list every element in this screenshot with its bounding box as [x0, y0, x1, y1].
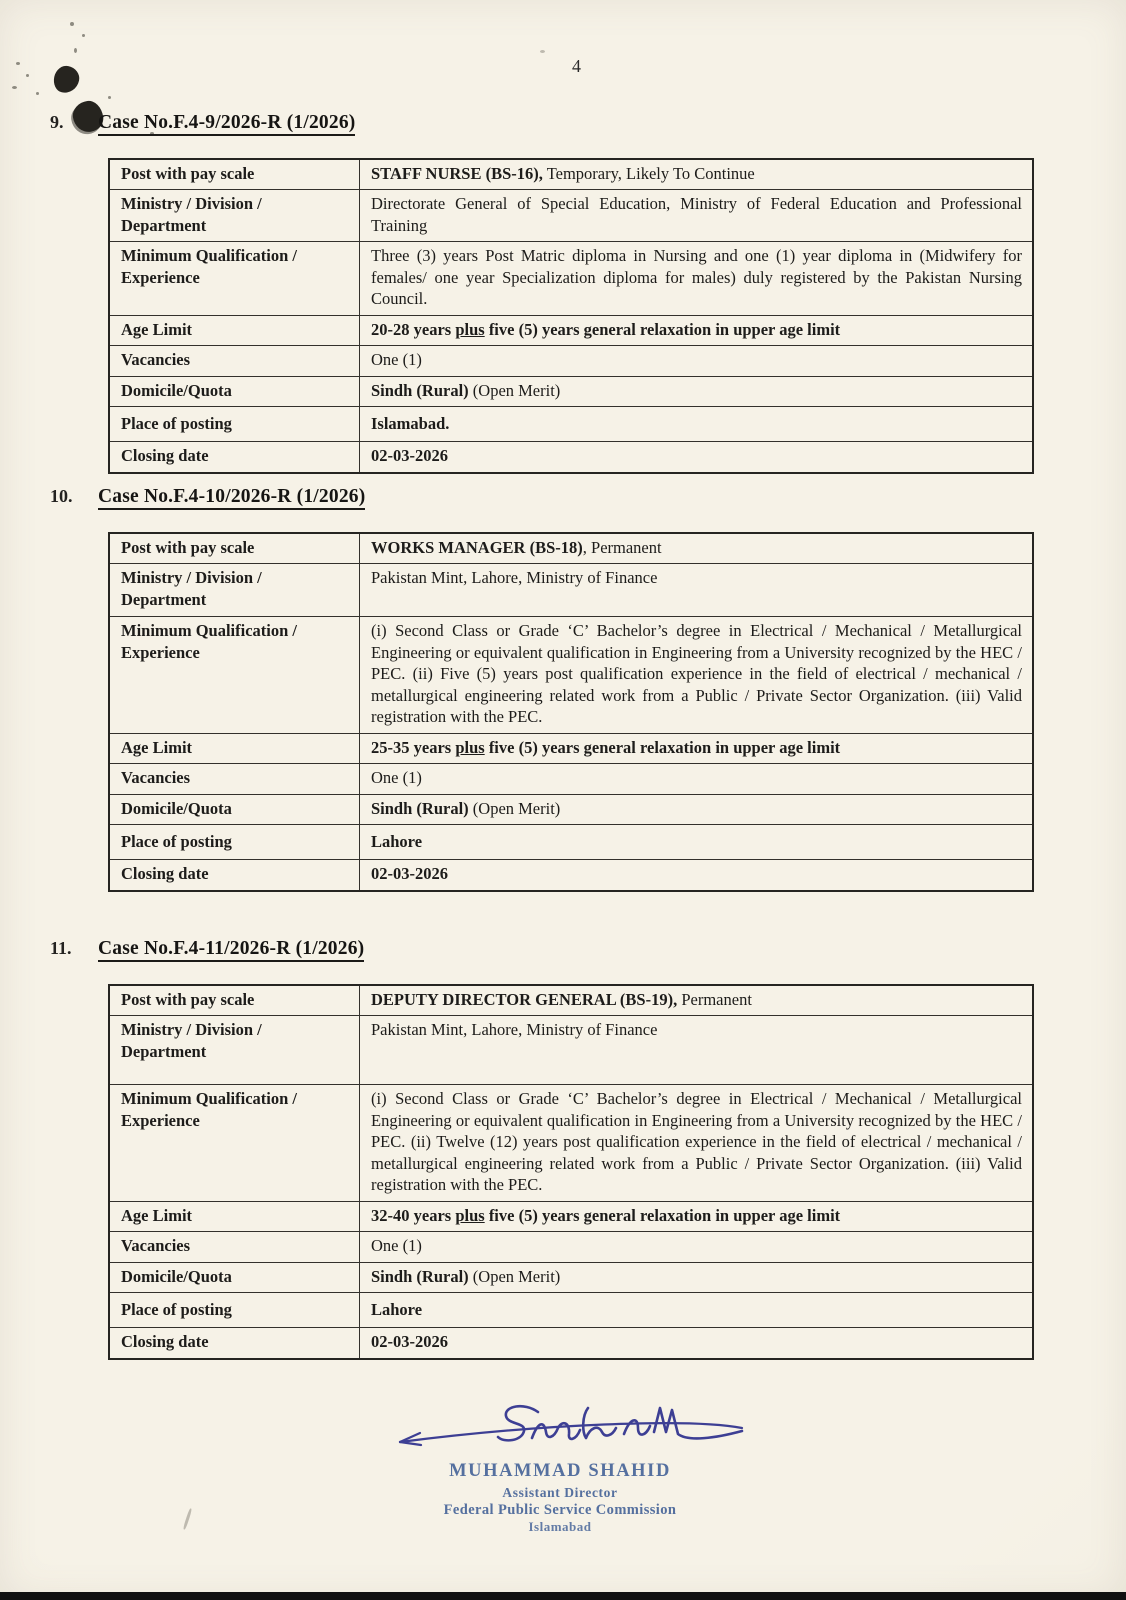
table-row — [109, 242, 1033, 315]
row-value — [360, 1232, 1034, 1262]
ink-speck — [26, 74, 29, 77]
row-label: Closing date — [109, 860, 360, 891]
row-value — [360, 564, 1034, 617]
row-label: Vacancies — [109, 346, 360, 376]
scan-edge-strip — [0, 1592, 1126, 1600]
row-label: Place of posting — [109, 406, 360, 441]
row-value — [360, 533, 1034, 564]
table-row — [109, 1232, 1033, 1262]
text-segment: Temporary, Likely To Continue — [542, 164, 755, 183]
row-label: Minimum Qualification / Experience — [109, 242, 360, 315]
signatory-city: Islamabad — [528, 1519, 592, 1535]
table-row — [109, 733, 1033, 763]
text-segment: plus — [455, 319, 485, 339]
table-row — [109, 1262, 1033, 1292]
row-label: Closing date — [109, 442, 360, 473]
row-value — [360, 985, 1034, 1016]
text-segment: Islamabad. — [371, 413, 450, 433]
text-segment: five (5) years general relaxation in upper age limit — [484, 737, 841, 757]
row-value — [360, 1292, 1034, 1327]
row-value — [360, 442, 1034, 473]
row-value — [360, 315, 1034, 345]
case-title: Case No.F.4-10/2026-R (1/2026) — [98, 486, 365, 510]
row-value — [360, 1262, 1034, 1292]
signatory-title: Assistant Director — [502, 1484, 618, 1500]
text-segment: plus — [455, 737, 485, 757]
case-number: 10. — [50, 486, 73, 506]
case-section-9 — [0, 112, 1126, 474]
row-value — [360, 733, 1034, 763]
table-row — [109, 564, 1033, 617]
row-label: Place of posting — [109, 1292, 360, 1327]
table-row — [109, 533, 1033, 564]
row-label: Domicile/Quota — [109, 1262, 360, 1292]
table-row — [109, 315, 1033, 345]
case-title: Case No.F.4-11/2026-R (1/2026) — [98, 938, 364, 962]
table-row — [109, 985, 1033, 1016]
case-table — [108, 984, 1034, 1360]
text-segment: One (1) — [371, 1236, 422, 1256]
text-segment: Pakistan Mint, Lahore, Ministry of Finance — [371, 568, 658, 588]
text-segment: Sindh (Rural) — [371, 380, 469, 400]
table-row — [109, 346, 1033, 376]
text-segment: 32-40 years — [371, 1205, 456, 1225]
row-label: Minimum Qualification / Experience — [109, 617, 360, 733]
case-number: 9. — [50, 112, 64, 132]
text-segment: five (5) years general relaxation in upper age limit — [484, 1205, 841, 1225]
case-section-11 — [0, 938, 1126, 1360]
ink-speck — [70, 22, 74, 26]
text-segment: Pakistan Mint, Lahore, Ministry of Finance — [371, 1020, 658, 1040]
row-value — [360, 376, 1034, 406]
row-label: Place of posting — [109, 824, 360, 859]
stray-pencil-mark — [183, 1508, 193, 1530]
row-label: Domicile/Quota — [109, 376, 360, 406]
table-row — [109, 1292, 1033, 1327]
case-table — [108, 532, 1034, 892]
row-label: Age Limit — [109, 315, 360, 345]
text-segment: DEPUTY DIRECTOR GENERAL (BS-19), — [371, 990, 678, 1009]
text-segment: One (1) — [371, 350, 422, 370]
row-value — [360, 242, 1034, 315]
row-value — [360, 1016, 1034, 1085]
ink-speck — [82, 34, 85, 37]
table-row — [109, 824, 1033, 859]
text-segment: Lahore — [371, 1299, 423, 1319]
signature-ink — [360, 1398, 760, 1466]
text-segment: Directorate General of Special Education, Ministry of Federal Education and Professional Training — [371, 194, 1022, 235]
row-value — [360, 764, 1034, 794]
row-label: Vacancies — [109, 1232, 360, 1262]
row-label: Domicile/Quota — [109, 794, 360, 824]
case-heading — [50, 112, 1126, 134]
text-segment: WORKS MANAGER (BS-18) — [371, 538, 583, 557]
table-row — [109, 442, 1033, 473]
ink-speck — [36, 92, 39, 95]
table-row — [109, 1016, 1033, 1085]
signature-block — [330, 1398, 790, 1536]
table-row — [109, 406, 1033, 441]
ink-speck — [16, 62, 20, 65]
text-segment: 20-28 years — [371, 319, 456, 339]
text-segment: (i) Second Class or Grade ‘C’ Bachelor’s degree in Electrical / Mechanical / Metallurgical Engineering or equivalent qualification in Engineering from a University recognized by the HEC / PEC. (ii) Five (5) years post qualification experience in the field of electrical / mechanical / metallurgical engineering related work from a Public / Private Sector Organization. (iii) Valid registration with the PEC. — [371, 621, 1022, 727]
case-section-10 — [0, 486, 1126, 892]
case-heading — [50, 938, 1126, 960]
row-label: Closing date — [109, 1328, 360, 1359]
table-row — [109, 376, 1033, 406]
row-value — [360, 617, 1034, 733]
table-row — [109, 764, 1033, 794]
signatory-name: MUHAMMAD SHAHID — [449, 1461, 671, 1481]
case-heading — [50, 486, 1126, 508]
row-label: Age Limit — [109, 733, 360, 763]
signature-stamp — [330, 1460, 790, 1536]
text-segment: Permanent — [677, 990, 752, 1009]
text-segment: plus — [455, 1205, 485, 1225]
table-row — [109, 794, 1033, 824]
row-value — [360, 1201, 1034, 1231]
table-row — [109, 617, 1033, 733]
text-segment: 02-03-2026 — [371, 1332, 448, 1352]
text-segment: (Open Merit) — [468, 380, 561, 400]
row-label: Ministry / Division / Department — [109, 564, 360, 617]
text-segment: , Permanent — [582, 538, 662, 557]
text-segment: five (5) years general relaxation in upper age limit — [484, 319, 841, 339]
row-label: Ministry / Division / Department — [109, 190, 360, 242]
ink-blob — [51, 64, 81, 96]
row-value — [360, 824, 1034, 859]
text-segment: (Open Merit) — [468, 798, 561, 818]
signatory-organization: Federal Public Service Commission — [443, 1501, 677, 1518]
row-label: Ministry / Division / Department — [109, 1016, 360, 1085]
row-value — [360, 190, 1034, 242]
ink-speck — [540, 50, 545, 53]
row-label: Post with pay scale — [109, 159, 360, 190]
text-segment: 25-35 years — [371, 737, 456, 757]
text-segment: Sindh (Rural) — [371, 798, 469, 818]
row-value — [360, 159, 1034, 190]
text-segment: Three (3) years Post Matric diploma in Nursing and one (1) year diploma in (Midwifery for females/ one year Specialization diploma for males) duly registered by the Pakistan Nursing Council. — [371, 246, 1022, 309]
text-segment: (i) Second Class or Grade ‘C’ Bachelor’s degree in Electrical / Mechanical / Metallurgical Engineering or equivalent qualification in Engineering from a University recognized by the HEC / PEC. (ii) Twelve (12) years post qualification experience in the field of electrical / mechanical / metallurgical engineering related work from a Public / Private Sector Organization. (iii) Valid registration with the PEC. — [371, 1089, 1022, 1195]
case-table — [108, 158, 1034, 474]
text-segment: (Open Merit) — [468, 1266, 561, 1286]
table-row — [109, 159, 1033, 190]
text-segment: STAFF NURSE (BS-16), — [371, 164, 543, 183]
row-value — [360, 1085, 1034, 1201]
table-row — [109, 1328, 1033, 1359]
row-label: Minimum Qualification / Experience — [109, 1085, 360, 1201]
case-title: Case No.F.4-9/2026-R (1/2026) — [98, 112, 355, 136]
table-row — [109, 1201, 1033, 1231]
ink-speck — [74, 48, 77, 53]
table-row — [109, 1085, 1033, 1201]
text-segment: One (1) — [371, 768, 422, 788]
row-label: Vacancies — [109, 764, 360, 794]
page-number: 4 — [572, 56, 581, 76]
table-row — [109, 860, 1033, 891]
row-label: Post with pay scale — [109, 533, 360, 564]
row-label: Age Limit — [109, 1201, 360, 1231]
ink-speck — [12, 86, 17, 89]
ink-speck — [108, 96, 111, 99]
row-value — [360, 346, 1034, 376]
row-value — [360, 1328, 1034, 1359]
case-number: 11. — [50, 938, 72, 958]
row-value — [360, 794, 1034, 824]
text-segment: 02-03-2026 — [371, 446, 448, 466]
table-row — [109, 190, 1033, 242]
text-segment: 02-03-2026 — [371, 864, 448, 884]
row-value — [360, 406, 1034, 441]
row-value — [360, 860, 1034, 891]
text-segment: Sindh (Rural) — [371, 1266, 469, 1286]
text-segment: Lahore — [371, 831, 423, 851]
row-label: Post with pay scale — [109, 985, 360, 1016]
